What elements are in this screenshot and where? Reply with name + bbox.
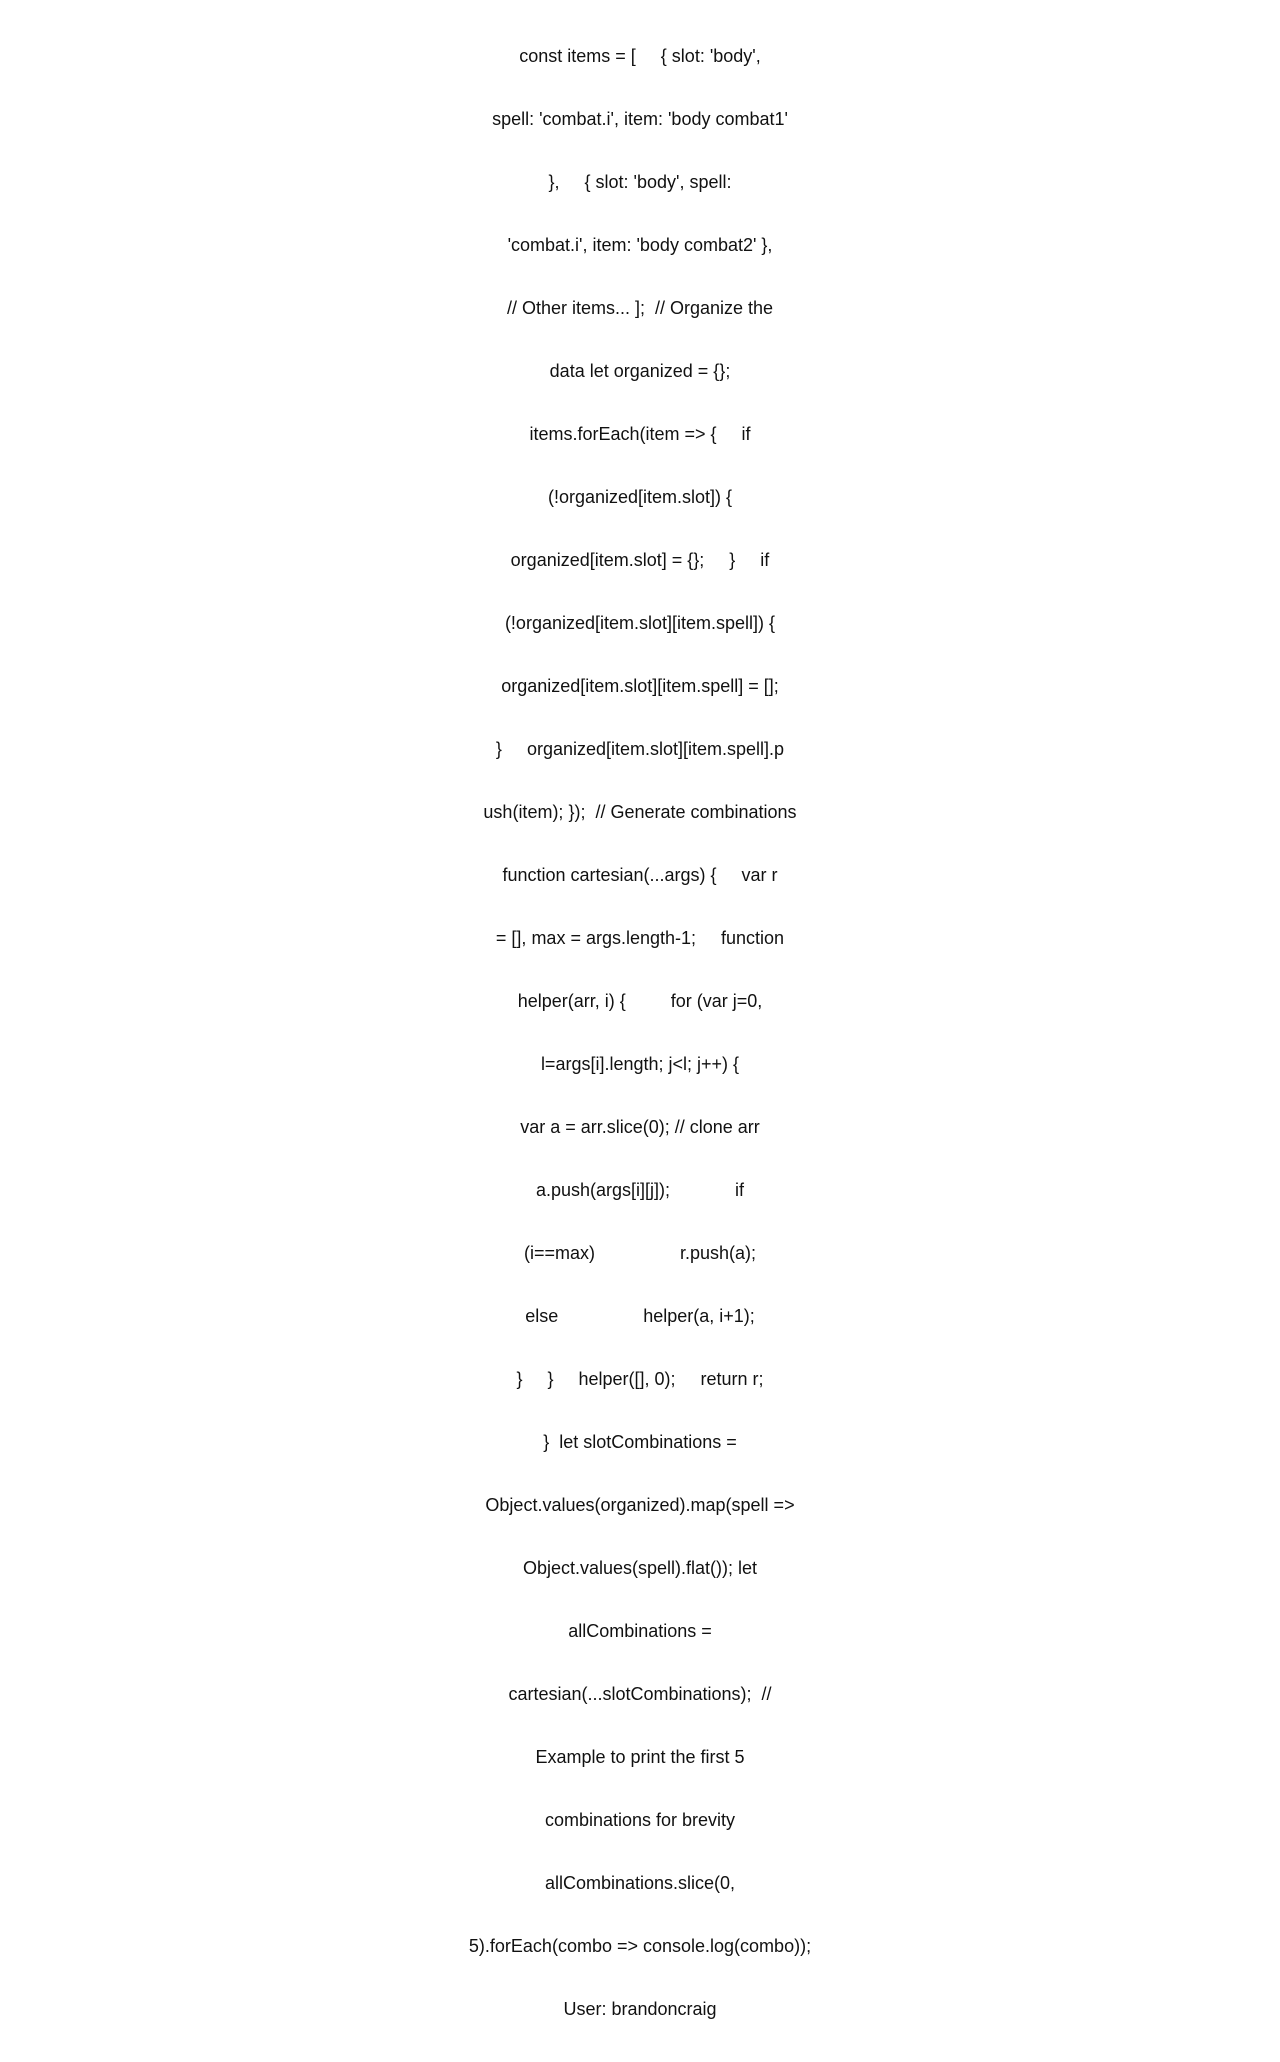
text-line: (i==max) r.push(a); — [523, 1243, 757, 1263]
text-line: Object.values(spell).flat()); let — [522, 1558, 758, 1578]
text-line: var a = arr.slice(0); // clone arr — [520, 1117, 760, 1137]
text-line: ush(item); }); // Generate combinations — [483, 802, 797, 822]
text-line: // Other items... ]; // Organize the — [506, 298, 774, 318]
text-line: Object.values(organized).map(spell => — [485, 1495, 795, 1515]
text-line: }, { slot: 'body', spell: — [548, 172, 732, 192]
text-line: allCombinations.slice(0, — [544, 1873, 736, 1893]
text-line: (!organized[item.slot]) { — [547, 487, 733, 507]
text-line: function cartesian(...args) { var r — [502, 865, 778, 885]
text-line: cartesian(...slotCombinations); // — [508, 1684, 772, 1704]
text-line: a.push(args[i][j]); if — [535, 1180, 745, 1200]
text-line: 'combat.i', item: 'body combat2' }, — [507, 235, 773, 255]
text-line: Example to print the first 5 — [535, 1747, 745, 1767]
text-line: combinations for brevity — [544, 1810, 736, 1830]
text-line: organized[item.slot][item.spell] = []; — [501, 676, 779, 696]
text-line: } } helper([], 0); return r; — [516, 1369, 764, 1389]
text-line: 5).forEach(combo => console.log(combo)); — [468, 1936, 812, 1956]
text-line: l=args[i].length; j<l; j++) { — [540, 1054, 740, 1074]
text-line: else helper(a, i+1); — [525, 1306, 755, 1326]
text-line: organized[item.slot] = {}; } if — [510, 550, 770, 570]
code-text-block — [430, 4, 850, 2062]
text-line: spell: 'combat.i', item: 'body combat1' — [492, 109, 788, 129]
user-attribution: User: brandoncraig — [563, 1999, 717, 2019]
text-line: (!organized[item.slot][item.spell]) { — [504, 613, 776, 633]
text-line: helper(arr, i) { for (var j=0, — [517, 991, 763, 1011]
text-line: const items = [ { slot: 'body', — [519, 46, 761, 66]
text-line: data let organized = {}; — [549, 361, 731, 381]
text-line: allCombinations = — [568, 1621, 712, 1641]
text-line: } organized[item.slot][item.spell].p — [495, 739, 785, 759]
text-line: } let slotCombinations = — [543, 1432, 737, 1452]
text-line: = [], max = args.length-1; function — [495, 928, 785, 948]
text-line: items.forEach(item => { if — [529, 424, 751, 444]
